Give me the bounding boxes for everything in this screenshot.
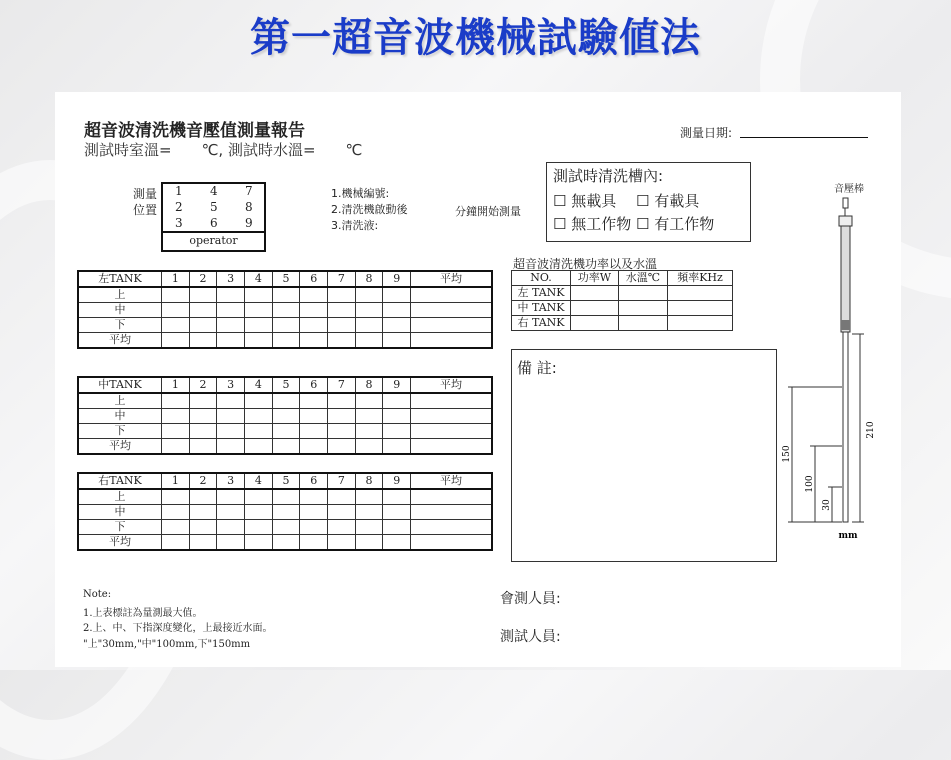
row-label: 下 [78,318,162,333]
position-header: 3 [217,473,245,489]
tank-name: 左TANK [78,271,162,287]
dimension-label: 210 [866,421,876,439]
row-label: 下 [78,424,162,439]
remarks-box[interactable] [511,349,777,562]
note-line: Note: [83,589,112,600]
table-row [512,316,733,331]
dimension-label: 30 [822,499,832,511]
position-header: 8 [355,377,383,393]
date-label: 測量日期: [680,126,733,140]
note-line: "上"30mm,"中"100mm,下"150mm [83,639,251,650]
position-header: 8 [355,271,383,287]
position-label: 位置 [133,203,158,217]
operator-label: operator [189,234,238,247]
power-table-title: 超音波清洗機功率以及水溫 [513,257,658,271]
row-label: 平均 [78,439,162,455]
dimension-label: 100 [805,475,815,493]
position-number: 4 [210,184,218,198]
machine-note: 1.機械編號: [331,187,390,200]
position-header: 8 [355,473,383,489]
position-number: 5 [210,200,218,214]
row-label: 中 [78,303,162,318]
row-label: 上 [78,393,162,409]
machine-note: 3.清洗液: [331,219,379,232]
machine-note: 2.清洗機啟動後 [331,203,408,216]
row-label: 平均 [78,333,162,349]
slide-title: 第一超音波機械試驗値法 [250,15,701,61]
table-row [78,393,492,409]
table-row [512,286,733,301]
table-row [78,318,492,333]
row-label: 上 [78,287,162,303]
row-label: 平均 [78,535,162,551]
position-number: 7 [245,184,253,198]
position-header: 6 [300,271,328,287]
position-header: 2 [189,473,217,489]
row-label: 中 [78,409,162,424]
position-number: 1 [175,184,183,198]
position-header: 3 [217,377,245,393]
row-label: 右 TANK [512,316,571,331]
tank-table-left [77,270,493,349]
row-label: 中 [78,505,162,520]
position-header: 1 [162,377,190,393]
position-number: 2 [175,200,183,214]
position-header: 1 [162,271,190,287]
column-header: NO. [512,271,571,286]
position-header: 7 [328,271,356,287]
position-number: 6 [210,216,218,230]
power-table [511,270,733,331]
column-header: 水溫℃ [618,271,667,286]
meeting-signature-label: 會測人員: [500,591,561,607]
position-number: 3 [175,216,183,230]
note-line: 2.上、中、下指深度變化，上最接近水面。 [83,623,273,634]
tank-table-middle [77,376,493,455]
position-header: 7 [328,377,356,393]
tank-table-right [77,472,493,551]
row-label: 下 [78,520,162,535]
table-row [78,520,492,535]
position-header: 4 [245,473,273,489]
remarks-label: 備 註: [517,359,557,377]
avg-header: 平均 [411,473,492,489]
test-conditions: 測試時室溫= ℃, 測試時水溫= ℃ [84,141,363,159]
avg-header: 平均 [411,271,492,287]
table-row [78,424,492,439]
position-number: 8 [245,200,253,214]
report-sheet [55,92,901,667]
column-header: 頻率KHz [668,271,733,286]
dimension-label: 150 [782,445,792,463]
table-row [78,439,492,455]
position-header: 5 [272,377,300,393]
row-label: 左 TANK [512,286,571,301]
table-row [78,409,492,424]
unit-label: mm [838,531,858,541]
position-header: 5 [272,473,300,489]
tank-name: 中TANK [78,377,162,393]
table-row [78,303,492,318]
table-row [78,505,492,520]
position-header: 2 [189,377,217,393]
table-row [78,535,492,551]
position-header: 1 [162,473,190,489]
tester-signature-label: 測試人員: [500,629,561,645]
note-line: 1.上表標註為量測最大值。 [83,608,203,619]
report-title: 超音波清洗機音壓值測量報告 [84,121,305,141]
position-header: 7 [328,473,356,489]
position-header: 4 [245,271,273,287]
position-header: 6 [300,473,328,489]
position-header: 5 [272,271,300,287]
column-header: 功率W [571,271,619,286]
date-field[interactable] [740,136,868,138]
position-number: 9 [245,216,253,230]
row-label: 中 TANK [512,301,571,316]
position-label: 測量 [133,187,158,201]
condition-title: 測試時清洗槽內: [553,167,664,185]
position-header: 9 [383,377,411,393]
table-row [78,489,492,505]
avg-header: 平均 [411,377,492,393]
position-header: 4 [245,377,273,393]
table-row [512,301,733,316]
position-header: 2 [189,271,217,287]
row-label: 上 [78,489,162,505]
probe-label: 音壓棒 [834,184,864,195]
condition-options[interactable]: ☐ 無工作物 ☐ 有工作物 [553,215,715,233]
position-header: 9 [383,473,411,489]
position-header: 3 [217,271,245,287]
table-row [78,333,492,349]
table-row [78,287,492,303]
condition-options[interactable]: ☐ 無載具 ☐ 有載具 [553,192,700,210]
position-header: 9 [383,271,411,287]
start-measure-label: 分鐘開始測量 [455,205,521,218]
tank-name: 右TANK [78,473,162,489]
probe-diagram [780,192,880,542]
position-header: 6 [300,377,328,393]
